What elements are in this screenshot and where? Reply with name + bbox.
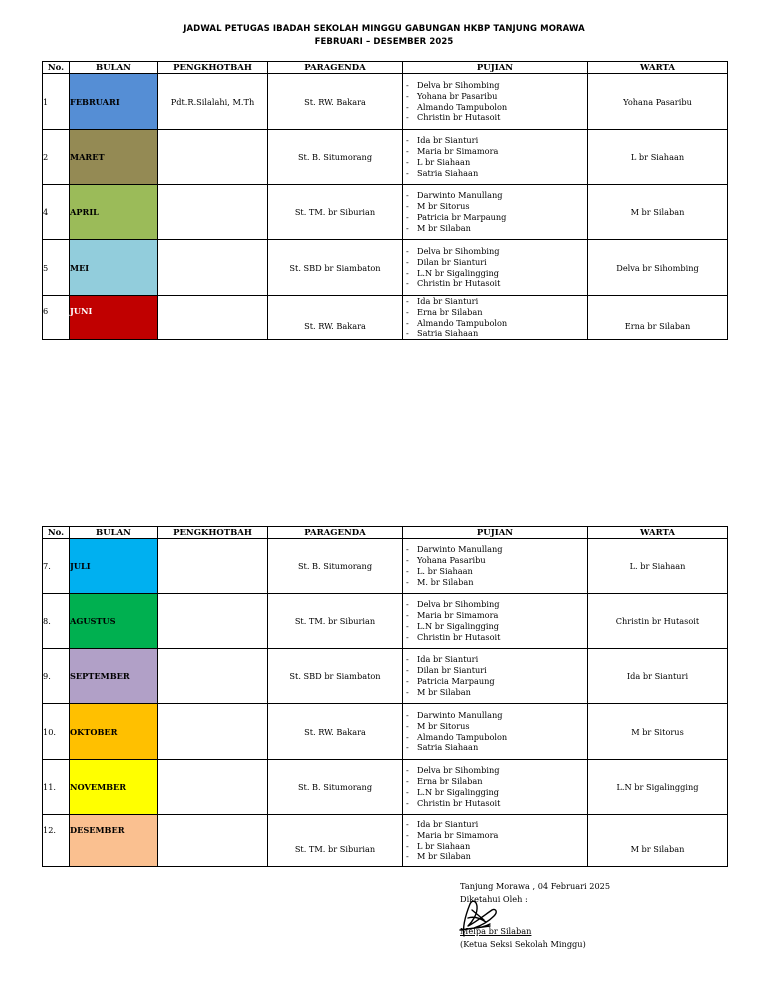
pengkhotbah-cell	[158, 296, 268, 340]
pengkhotbah-cell	[158, 185, 268, 240]
pujian-cell	[403, 815, 588, 867]
pujian-item: - Christin br Hutasoit	[403, 798, 587, 809]
pujian-cell	[403, 594, 588, 649]
warta-cell: M br Silaban	[588, 815, 728, 867]
pujian-item: - Darwinto Manullang	[403, 710, 587, 721]
pujian-item: - M. br Silaban	[403, 577, 587, 588]
pengkhotbah-cell: Pdt.R.Silalahi, M.Th	[158, 74, 268, 130]
row-no: 6	[43, 296, 70, 340]
pujian-item: - Delva br Sihombing	[403, 80, 587, 91]
row-no: 9.	[43, 649, 70, 704]
pujian-cell	[403, 760, 588, 815]
pujian-item: - Dilan br Sianturi	[403, 257, 587, 268]
month-cell: JUNI	[70, 296, 158, 340]
row-no: 5	[43, 240, 70, 296]
pujian-item: - M br Silaban	[403, 687, 587, 698]
warta-cell: Ida br Sianturi	[588, 649, 728, 704]
pujian-list	[403, 710, 587, 753]
month-cell: MARET	[70, 130, 158, 185]
pujian-item: - Delva br Sihombing	[403, 599, 587, 610]
header-pengkhotbah: PENGKHOTBAH	[158, 527, 268, 539]
pujian-item: - Ida br Sianturi	[403, 135, 587, 146]
header-paragenda: PARAGENDA	[268, 62, 403, 74]
pujian-item: - L.N br Sigalingging	[403, 268, 587, 279]
pengkhotbah-cell	[158, 240, 268, 296]
pujian-item: - Erna br Silaban	[403, 776, 587, 787]
paragenda-cell: St. TM. br Siburian	[268, 815, 403, 867]
month-cell: APRIL	[70, 185, 158, 240]
pujian-item: - Yohana br Pasaribu	[403, 91, 587, 102]
pujian-list	[403, 80, 587, 123]
paragenda-cell: St. RW. Bakara	[268, 296, 403, 340]
pujian-item: - Ida br Sianturi	[403, 819, 587, 830]
warta-cell: Delva br Sihombing	[588, 240, 728, 296]
header-warta: WARTA	[588, 62, 728, 74]
paragenda-cell: St. RW. Bakara	[268, 74, 403, 130]
pujian-item: - L.N br Sigalingging	[403, 621, 587, 632]
pujian-cell	[403, 704, 588, 760]
pujian-list	[403, 246, 587, 289]
header-no: No.	[43, 527, 70, 539]
pujian-cell	[403, 185, 588, 240]
table-header-row	[43, 62, 728, 74]
row-no: 10.	[43, 704, 70, 760]
pujian-item: - Delva br Sihombing	[403, 765, 587, 776]
pujian-list	[403, 190, 587, 233]
pujian-item: - Dilan br Sianturi	[403, 665, 587, 676]
pujian-list	[403, 765, 587, 808]
pujian-item: - Erna br Silaban	[403, 307, 587, 318]
paragenda-cell: St. SBD br Siambaton	[268, 649, 403, 704]
month-cell: AGUSTUS	[70, 594, 158, 649]
month-cell: SEPTEMBER	[70, 649, 158, 704]
pujian-cell	[403, 296, 588, 340]
month-cell: DESEMBER	[70, 815, 158, 867]
warta-cell: M br Sitorus	[588, 704, 728, 760]
pengkhotbah-cell	[158, 815, 268, 867]
row-no: 7.	[43, 539, 70, 594]
paragenda-cell: St. RW. Bakara	[268, 704, 403, 760]
signature-role: (Ketua Seksi Sekolah Minggu)	[460, 938, 586, 949]
pujian-item: - L br Siahaan	[403, 157, 587, 168]
pujian-list	[403, 296, 587, 339]
pujian-item: - Christin br Hutasoit	[403, 278, 587, 289]
pujian-item: - Almando Tampubolon	[403, 102, 587, 113]
schedule-table-jul-des	[42, 526, 728, 867]
pujian-item: - Satria Siahaan	[403, 168, 587, 179]
header-bulan: BULAN	[70, 62, 158, 74]
header-paragenda: PARAGENDA	[268, 527, 403, 539]
pujian-item: - Satria Siahaan	[403, 328, 587, 339]
warta-cell: L. br Siahaan	[588, 539, 728, 594]
table-row	[43, 704, 728, 760]
paragenda-cell: St. B. Situmorang	[268, 539, 403, 594]
warta-cell: L.N br Sigalingging	[588, 760, 728, 815]
pujian-item: - Darwinto Manullang	[403, 544, 587, 555]
signature-known-by: Diketahui Oleh :	[460, 893, 528, 904]
row-no: 1	[43, 74, 70, 130]
pujian-cell	[403, 539, 588, 594]
handwritten-signature	[450, 896, 502, 940]
table-row	[43, 130, 728, 185]
pengkhotbah-cell	[158, 594, 268, 649]
pujian-item: - Almando Tampubolon	[403, 732, 587, 743]
pujian-item: - M br Sitorus	[403, 721, 587, 732]
paragenda-cell: St. B. Situmorang	[268, 130, 403, 185]
pujian-item: - L.N br Sigalingging	[403, 787, 587, 798]
pujian-item: - Satria Siahaan	[403, 742, 587, 753]
pujian-item: - M br Sitorus	[403, 201, 587, 212]
header-pengkhotbah: PENGKHOTBAH	[158, 62, 268, 74]
month-cell: MEI	[70, 240, 158, 296]
pujian-list	[403, 654, 587, 697]
row-no: 4	[43, 185, 70, 240]
pujian-item: - L br Siahaan	[403, 841, 587, 852]
month-cell: NOVEMBER	[70, 760, 158, 815]
pujian-item: - Maria br Simamora	[403, 610, 587, 621]
header-pujian: PUJIAN	[403, 62, 588, 74]
signature-place-date: Tanjung Morawa , 04 Februari 2025	[460, 881, 611, 891]
month-cell: FEBRUARI	[70, 74, 158, 130]
header-pujian: PUJIAN	[403, 527, 588, 539]
pujian-item: - Darwinto Manullang	[403, 190, 587, 201]
header-no: No.	[43, 62, 70, 74]
pujian-list	[403, 544, 587, 587]
table-row	[43, 649, 728, 704]
warta-cell: L br Siahaan	[588, 130, 728, 185]
pujian-cell	[403, 240, 588, 296]
table-header-row	[43, 527, 728, 539]
table-row	[43, 760, 728, 815]
paragenda-cell: St. TM. br Siburian	[268, 594, 403, 649]
row-no: 12.	[43, 815, 70, 867]
header-bulan: BULAN	[70, 527, 158, 539]
pujian-item: - Christin br Hutasoit	[403, 112, 587, 123]
pujian-item: - Christin br Hutasoit	[403, 632, 587, 643]
paragenda-cell: St. B. Situmorang	[268, 760, 403, 815]
pengkhotbah-cell	[158, 760, 268, 815]
pujian-list	[403, 819, 587, 862]
warta-cell: M br Silaban	[588, 185, 728, 240]
pujian-item: - Maria br Simamora	[403, 830, 587, 841]
pujian-item: - Patricia Marpaung	[403, 676, 587, 687]
pujian-item: - Ida br Sianturi	[403, 296, 587, 307]
header-warta: WARTA	[588, 527, 728, 539]
month-cell: OKTOBER	[70, 704, 158, 760]
pujian-item: - Delva br Sihombing	[403, 246, 587, 257]
document-subtitle: FEBRUARI – DESEMBER 2025	[314, 37, 454, 47]
warta-cell: Christin br Hutasoit	[588, 594, 728, 649]
paragenda-cell: St. SBD br Siambaton	[268, 240, 403, 296]
month-cell: JULI	[70, 539, 158, 594]
pujian-item: - Maria br Simamora	[403, 146, 587, 157]
table-row	[43, 815, 728, 867]
table-row	[43, 74, 728, 130]
paragenda-cell: St. TM. br Siburian	[268, 185, 403, 240]
pujian-item: - Yohana Pasaribu	[403, 555, 587, 566]
pengkhotbah-cell	[158, 649, 268, 704]
row-no: 8.	[43, 594, 70, 649]
schedule-table-feb-jun	[42, 61, 728, 340]
row-no: 2	[43, 130, 70, 185]
pujian-item: - M br Silaban	[403, 223, 587, 234]
pengkhotbah-cell	[158, 539, 268, 594]
pujian-item: - Almando Tampubolon	[403, 318, 587, 329]
pengkhotbah-cell	[158, 704, 268, 760]
pujian-cell	[403, 649, 588, 704]
document-title: JADWAL PETUGAS IBADAH SEKOLAH MINGGU GABUNGAN HKBP TANJUNG MORAWA	[183, 24, 585, 34]
warta-cell: Yohana Pasaribu	[588, 74, 728, 130]
pujian-list	[403, 135, 587, 178]
table-row	[43, 296, 728, 340]
pujian-cell	[403, 74, 588, 130]
table-row	[43, 594, 728, 649]
pujian-item: - M br Silaban	[403, 851, 587, 862]
pujian-list	[403, 599, 587, 642]
warta-cell: Erna br Silaban	[588, 296, 728, 340]
signature-name: Melpa br Silaban	[460, 926, 532, 936]
table-row	[43, 539, 728, 594]
pujian-item: - Patricia br Marpaung	[403, 212, 587, 223]
pengkhotbah-cell	[158, 130, 268, 185]
table-row	[43, 240, 728, 296]
table-row	[43, 185, 728, 240]
pujian-item: - Ida br Sianturi	[403, 654, 587, 665]
row-no: 11.	[43, 760, 70, 815]
pujian-item: - L. br Siahaan	[403, 566, 587, 577]
pujian-cell	[403, 130, 588, 185]
